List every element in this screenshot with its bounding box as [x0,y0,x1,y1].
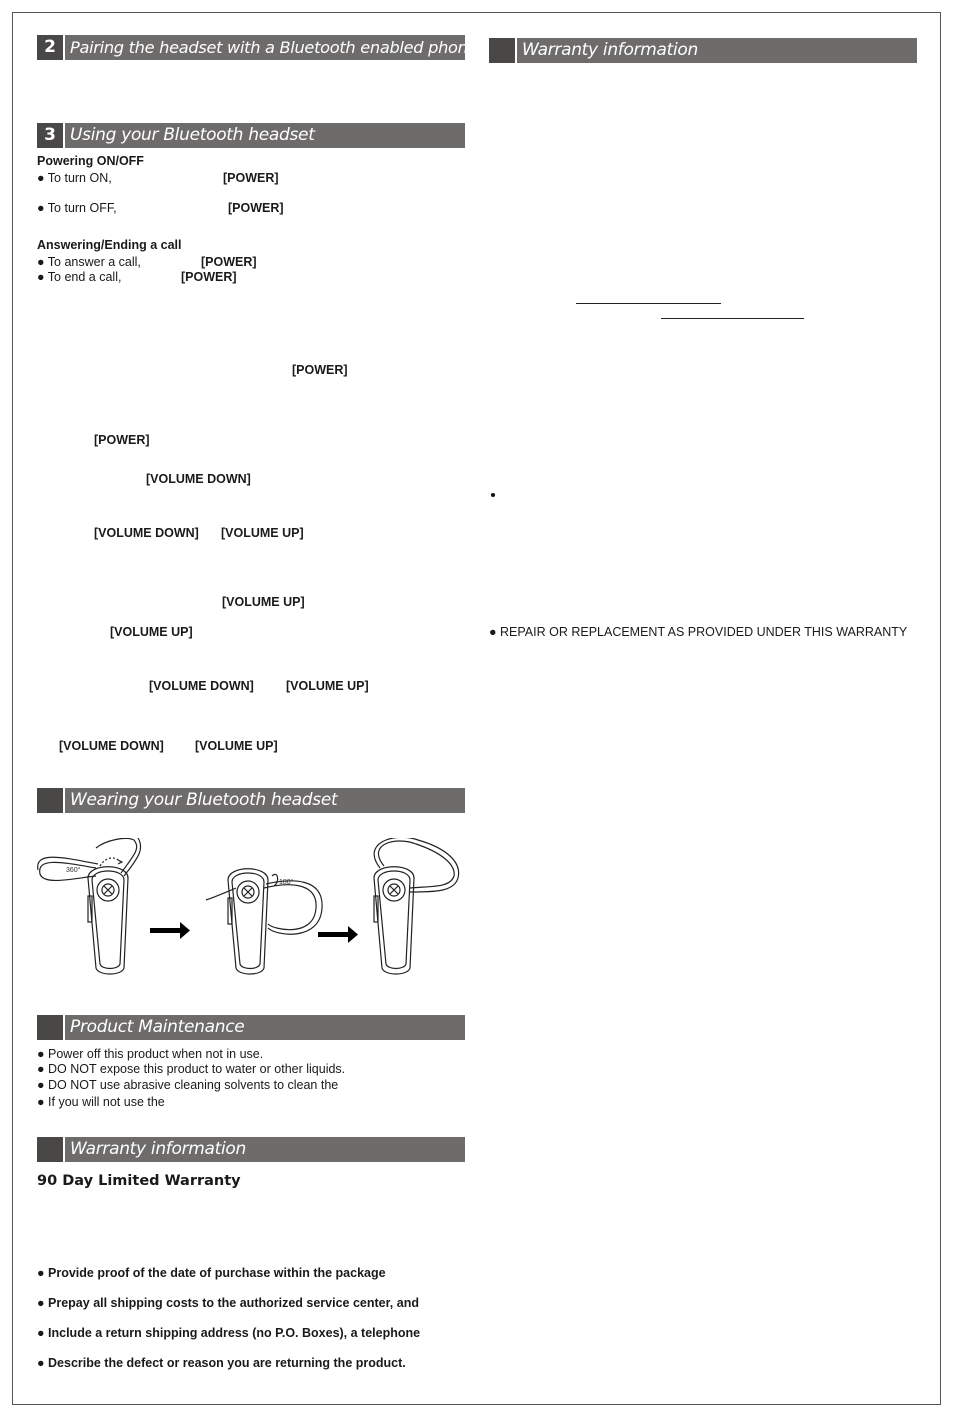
volume-up-key-label: [VOLUME UP] [222,595,305,609]
volume-up-key-label: [VOLUME UP] [110,625,193,639]
section-title: Warranty information [522,40,699,60]
header-divider [63,123,65,148]
volume-down-key-label: [VOLUME DOWN] [149,679,254,693]
turn-on-text: ● To turn ON, [37,171,112,185]
section-number [37,1137,63,1162]
section-number [37,788,63,813]
section-header-warranty [37,1137,465,1162]
section-header-maintenance [37,1015,465,1040]
header-divider [63,1137,65,1162]
volume-down-key-label: [VOLUME DOWN] [59,739,164,753]
rotation-angle-label: 360° [66,867,81,874]
answering-heading: Answering/Ending a call [37,238,182,252]
page-border [12,12,941,1405]
headset-icon [206,869,322,974]
section-header-warranty-continued [489,38,917,63]
bullet-point [491,493,495,497]
header-divider [63,788,65,813]
power-key-label: [POWER] [228,201,284,215]
underline-blank [576,303,721,304]
end-call-text: ● To end a call, [37,270,122,284]
warranty-repair-text: ● REPAIR OR REPLACEMENT AS PROVIDED UNDER THIS WARRANTY [489,625,908,639]
header-divider [63,35,65,60]
power-key-label: [POWER] [223,171,279,185]
header-divider [63,1015,65,1040]
header-divider [515,38,517,63]
warranty-subtitle: 90 Day Limited Warranty [37,1173,241,1189]
section-header-wearing [37,788,465,813]
powering-heading: Powering ON/OFF [37,154,144,168]
arrow-right-icon [318,926,358,943]
power-key-label: [POWER] [94,433,150,447]
section-number: 2 [37,35,63,60]
turn-off-text: ● To turn OFF, [37,201,117,215]
section-number [489,38,515,63]
section-title: Pairing the headset with a Bluetooth enabled phone [70,38,478,57]
section-title: Warranty information [70,1139,247,1159]
section-title: Wearing your Bluetooth headset [70,790,338,810]
maintenance-item: ● If you will not use the [37,1095,165,1109]
section-header-using [37,123,465,148]
maintenance-item: ● Power off this product when not in use. [37,1047,264,1061]
section-title: Using your Bluetooth headset [70,125,315,145]
power-key-label: [POWER] [181,270,237,284]
answer-call-text: ● To answer a call, [37,255,141,269]
section-title: Product Maintenance [70,1017,245,1037]
maintenance-item: ● DO NOT expose this product to water or other liquids. [37,1062,346,1076]
volume-up-key-label: [VOLUME UP] [286,679,369,693]
underline-blank [661,318,804,319]
section-number [37,1015,63,1040]
power-key-label: [POWER] [201,255,257,269]
volume-down-key-label: [VOLUME DOWN] [146,472,251,486]
maintenance-item: ● DO NOT use abrasive cleaning solvents to clean the [37,1078,339,1092]
headset-icon [374,838,459,974]
section-header-pairing [37,35,478,60]
warranty-item: ● Describe the defect or reason you are returning the product. [37,1356,406,1370]
power-key-label: [POWER] [292,363,348,377]
headset-icon [38,838,141,974]
warranty-item: ● Prepay all shipping costs to the authorized service center, and [37,1296,419,1310]
rotation-angle-label: 180° [279,879,294,886]
volume-up-key-label: [VOLUME UP] [221,526,304,540]
volume-down-key-label: [VOLUME DOWN] [94,526,199,540]
warranty-item: ● Include a return shipping address (no P.O. Boxes), a telephone [37,1326,421,1340]
section-number: 3 [37,123,63,148]
arrow-right-icon [150,922,190,939]
wearing-illustration [36,838,466,978]
warranty-item: ● Provide proof of the date of purchase within the package [37,1266,386,1280]
volume-up-key-label: [VOLUME UP] [195,739,278,753]
